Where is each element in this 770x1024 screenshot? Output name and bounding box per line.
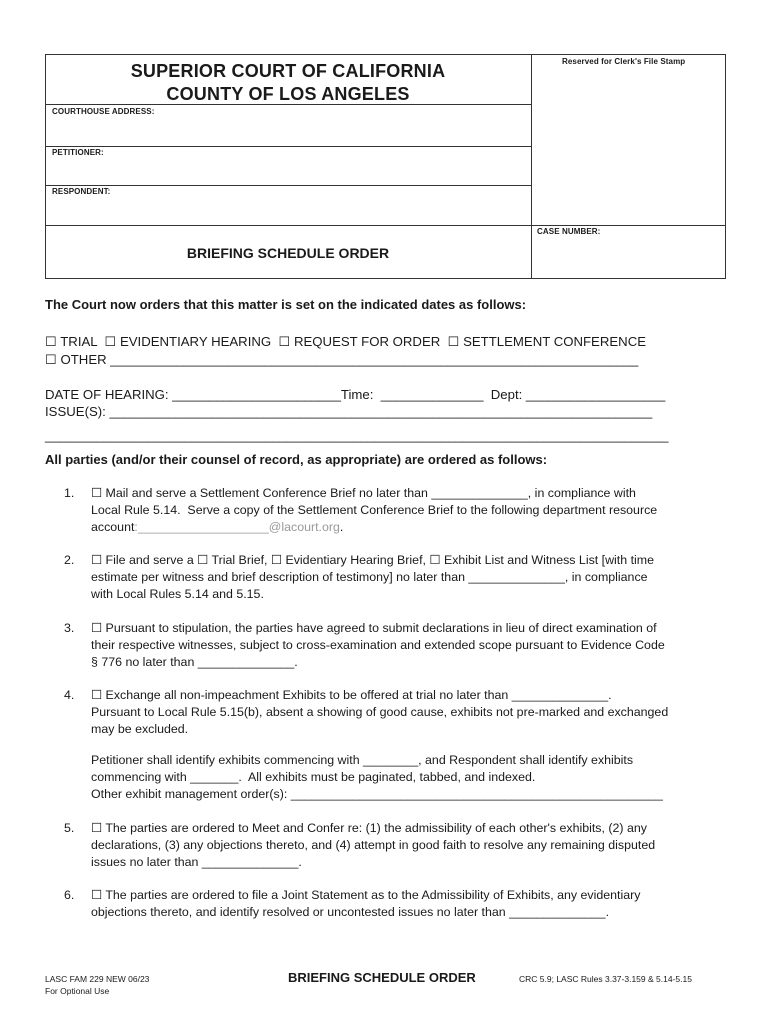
item-number: 4. — [64, 688, 75, 702]
item-line: § 776 no later than ______________. — [91, 655, 298, 669]
hearing-type-other[interactable]: ☐ OTHER ________________________________________________________________________ — [45, 352, 639, 367]
item-line[interactable]: ☐ File and serve a ☐ Trial Brief, ☐ Evidentiary Hearing Brief, ☐ Exhibit List and Witness List [with time — [91, 553, 654, 567]
item-line: Other exhibit management order(s): ______________________________________________________ — [91, 787, 663, 801]
petitioner-label: PETITIONER: — [52, 148, 104, 157]
item-line: estimate per witness and brief description of testimony] no later than ______________, in compliance — [91, 570, 648, 584]
item-number: 1. — [64, 486, 75, 500]
orders-heading: All parties (and/or their counsel of record, as appropriate) are ordered as follows: — [45, 452, 548, 467]
item-line: with Local Rules 5.14 and 5.15. — [91, 587, 264, 601]
form-id: LASC FAM 229 NEW 06/23 — [45, 974, 150, 984]
respondent-label: RESPONDENT: — [52, 187, 111, 196]
item-line: issues no later than ______________. — [91, 855, 302, 869]
hearing-type-options[interactable]: ☐ TRIAL ☐ EVIDENTIARY HEARING ☐ REQUEST FOR ORDER ☐ SETTLEMENT CONFERENCE — [45, 334, 647, 349]
item-number: 3. — [64, 621, 75, 635]
case-number-label: CASE NUMBER: — [537, 227, 601, 236]
intro-text: The Court now orders that this matter is set on the indicated dates as follows: — [45, 297, 527, 312]
footer-title: BRIEFING SCHEDULE ORDER — [288, 970, 476, 985]
court-name-line2: COUNTY OF LOS ANGELES — [166, 84, 410, 104]
item-line: may be excluded. — [91, 722, 189, 736]
item-line: their respective witnesses, subject to cross-examination and extended scope pursuant to Evidence Code — [91, 638, 665, 652]
footer-form-id — [45, 973, 149, 997]
court-title — [46, 60, 530, 106]
caption-divider — [46, 146, 531, 147]
item-line: objections thereto, and identify resolved or uncontested issues no later than ______________. — [91, 905, 610, 919]
optional-use-note: For Optional Use — [45, 986, 110, 996]
clerk-stamp-label: Reserved for Clerk's File Stamp — [562, 57, 686, 66]
item-line[interactable]: ☐ Exchange all non-impeachment Exhibits to be offered at trial no later than ______________. — [91, 688, 612, 702]
caption-divider — [46, 225, 725, 226]
item-number: 5. — [64, 821, 75, 835]
item-line: Petitioner shall identify exhibits commencing with ________, and Respondent shall identify exhibits — [91, 753, 634, 767]
issues-line[interactable]: ISSUE(S): __________________________________________________________________________ — [45, 404, 653, 419]
item-line: declarations, (3) any objections thereto, and (4) attempt in good faith to resolve any remaining disputed — [91, 838, 656, 852]
item-line[interactable]: ☐ The parties are ordered to file a Joint Statement as to the Admissibility of Exhibits, any evidentiary — [91, 888, 641, 902]
courthouse-address-label: COURTHOUSE ADDRESS: — [52, 107, 155, 116]
caption-divider — [46, 185, 531, 186]
issues-continuation-line[interactable]: _____________________________________________________________________________________ — [45, 428, 669, 443]
item-line[interactable]: ☐ Pursuant to stipulation, the parties have agreed to submit declarations in lieu of direct examination of — [91, 621, 657, 635]
item-number: 6. — [64, 888, 75, 902]
item-line: commencing with _______. All exhibits must be paginated, tabbed, and indexed. — [91, 770, 536, 784]
footer-rules: CRC 5.9; LASC Rules 3.37-3.159 & 5.14-5.15 — [519, 974, 692, 984]
date-of-hearing-line[interactable]: DATE OF HEARING: _______________________Time: ______________ Dept: ___________________ — [45, 387, 666, 402]
item-line[interactable]: ☐ The parties are ordered to Meet and Confer re: (1) the admissibility of each other's exhibits, (2) any — [91, 821, 647, 835]
item-line: account:___________________@lacourt.org. — [91, 520, 344, 534]
court-name-line1: SUPERIOR COURT OF CALIFORNIA — [130, 61, 446, 81]
resource-account-email[interactable]: :___________________@lacourt.org — [134, 520, 340, 534]
form-title: BRIEFING SCHEDULE ORDER — [186, 245, 390, 261]
caption-divider-vertical — [531, 55, 532, 278]
item-line: Local Rule 5.14. Serve a copy of the Settlement Conference Brief to the following department resource — [91, 503, 658, 517]
item-line[interactable]: ☐ Mail and serve a Settlement Conference Brief no later than ______________, in compliance with — [91, 486, 636, 500]
item-number: 2. — [64, 553, 75, 567]
item-line: Pursuant to Local Rule 5.15(b), absent a showing of good cause, exhibits not pre-marked and exchanged — [91, 705, 669, 719]
